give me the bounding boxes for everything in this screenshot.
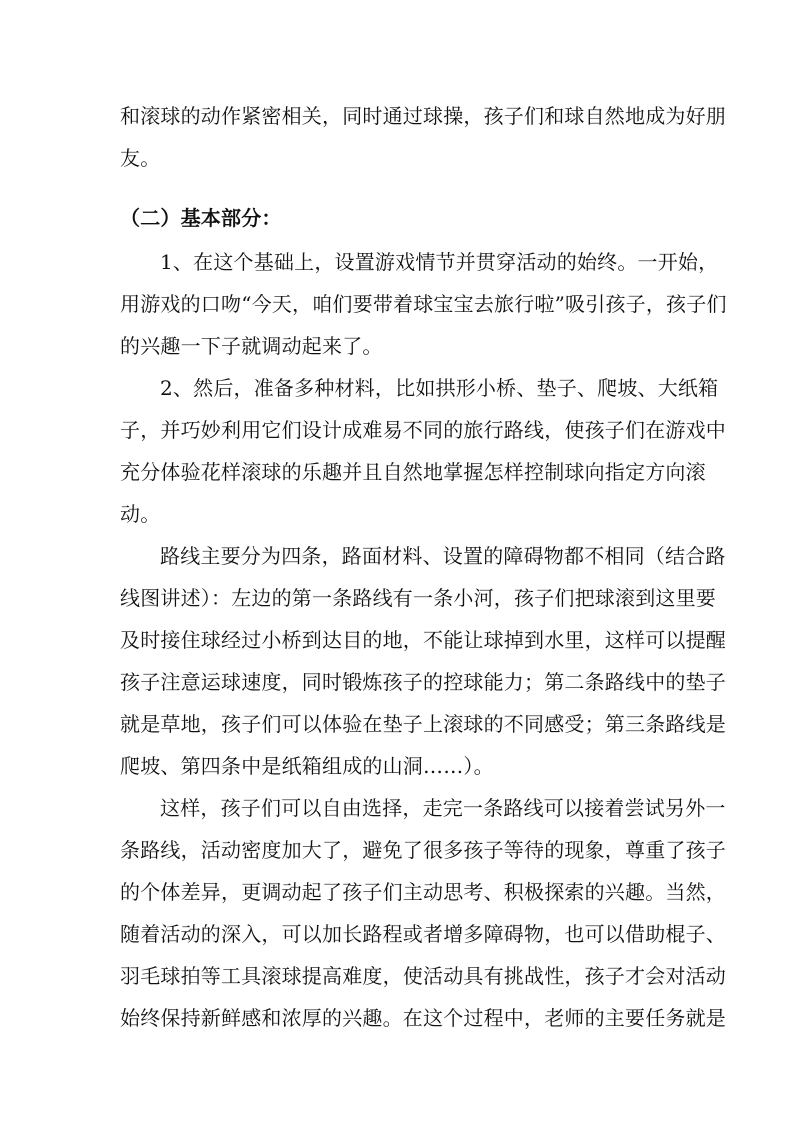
- body-text-line: 这样，孩子们可以自由选择，走完一条路线可以接着尝试另外一: [160, 796, 726, 820]
- body-text-line: 友。: [120, 146, 161, 170]
- body-text-line: 及时接住球经过小桥到达目的地，不能让球掉到水里，这样可以提醒: [120, 628, 726, 652]
- body-text-line: 的兴趣一下子就调动起来了。: [120, 334, 383, 358]
- body-text-line: 子，并巧妙利用它们设计成难易不同的旅行路线，使孩子们在游戏中: [120, 418, 726, 442]
- body-text-line: 充分体验花样滚球的乐趣并且自然地掌握怎样控制球向指定方向滚: [120, 460, 706, 484]
- body-text-line: 孩子注意运球速度，同时锻炼孩子的控球能力；第二条路线中的垫子: [120, 670, 726, 694]
- body-text-line: 爬坡、第四条中是纸箱组成的山洞……）。: [120, 754, 494, 778]
- body-text-line: 用游戏的口吻“今天，咱们要带着球宝宝去旅行啦”吸引孩子，孩子们: [120, 292, 727, 316]
- body-text-line: 始终保持新鲜感和浓厚的兴趣。在这个过程中，老师的主要任务就是: [120, 1006, 726, 1030]
- body-text-line: 就是草地，孩子们可以体验在垫子上滚球的不同感受；第三条路线是: [120, 712, 726, 736]
- section-heading: （二）基本部分：: [120, 206, 282, 230]
- body-text-line: 1、在这个基础上，设置游戏情节并贯穿活动的始终。一开始，: [160, 250, 719, 274]
- body-text-line: 动。: [120, 502, 161, 526]
- body-text-line: 随着活动的深入，可以加长路程或者增多障碍物，也可以借助棍子、: [120, 922, 726, 946]
- body-text-line: 的个体差异，更调动起了孩子们主动思考、积极探索的兴趣。当然，: [120, 880, 726, 904]
- body-text-line: 线图讲述）：左边的第一条路线有一条小河，孩子们把球滚到这里要: [120, 586, 716, 610]
- body-text-line: 2、然后，准备多种材料，比如拱形小桥、垫子、爬坡、大纸箱: [160, 376, 719, 400]
- body-text-line: 路线主要分为四条，路面材料、设置的障碍物都不相同（结合路: [160, 544, 726, 568]
- body-text-line: 条路线，活动密度加大了，避免了很多孩子等待的现象，尊重了孩子: [120, 838, 726, 862]
- body-text-line: 和滚球的动作紧密相关，同时通过球操，孩子们和球自然地成为好朋: [120, 104, 726, 128]
- body-text-line: 羽毛球拍等工具滚球提高难度，使活动具有挑战性，孩子才会对活动: [120, 964, 726, 988]
